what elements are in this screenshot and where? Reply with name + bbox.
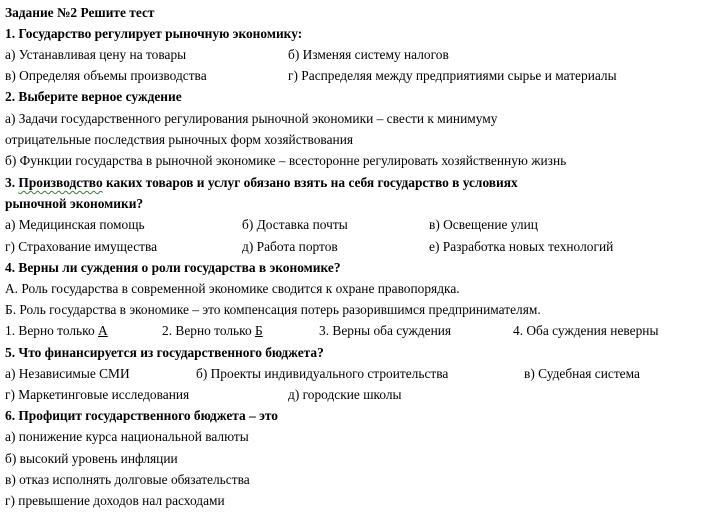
question-3-option-e: е) Разработка новых технологий	[429, 239, 614, 254]
question-5-option-b: б) Проекты индивидуального строительства	[196, 366, 449, 381]
question-4-option-2: 2. Верно только Б	[162, 323, 263, 338]
question-1-option-v: в) Определяя объемы производства	[5, 68, 207, 83]
question-4-statement-b: Б. Роль государства в экономике – это компенсация потерь разорившимся предпринимателям.	[5, 302, 541, 317]
question-3-underlined-word: Производство	[18, 175, 103, 190]
question-4-option-3: 3. Верны оба суждения	[319, 323, 452, 338]
question-2-option-a: а) Задачи государственного регулирования рыночной экономики – свести к минимуму	[5, 111, 498, 126]
question-6-option-g: г) превышение доходов нал расходами	[5, 493, 225, 508]
question-2-option-a-cont: отрицательные последствия рыночных форм хозяйствования	[5, 132, 354, 147]
question-3-option-d: д) Работа портов	[242, 239, 338, 254]
question-4-option-1-letter: А	[98, 323, 108, 338]
question-3-option-v: в) Освещение улиц	[429, 217, 538, 232]
question-2-text: 2. Выберите верное суждение	[5, 89, 182, 104]
question-3-option-g: г) Страхование имущества	[5, 239, 158, 254]
question-3-text	[5, 172, 518, 193]
question-4-option-2-letter: Б	[255, 323, 263, 338]
question-3-text-cont: рыночной экономики?	[5, 196, 144, 211]
question-3-number: 3.	[5, 175, 16, 190]
question-6-option-v: в) отказ исполнять долговые обязательства	[5, 472, 250, 487]
assignment-title: Задание №2 Решите тест	[5, 5, 155, 20]
question-3-option-a: а) Медицинская помощь	[5, 217, 145, 232]
question-6-text: 6. Профицит государственного бюджета – это	[5, 408, 278, 423]
question-5-option-g: г) Маркетинговые исследования	[5, 387, 190, 402]
question-5-option-d: д) городские школы	[288, 387, 402, 402]
question-1-option-a: а) Устанавливая цену на товары	[5, 47, 187, 62]
question-4-text: 4. Верны ли суждения о роли государства в экономике?	[5, 260, 341, 275]
question-5-text: 5. Что финансируется из государственного бюджета?	[5, 345, 324, 360]
question-1-option-g: г) Распределяя между предприятиями сырье и материалы	[288, 68, 617, 83]
question-5-option-a: а) Независимые СМИ	[5, 366, 130, 381]
question-2-option-b: б) Функции государства в рыночной экономике – всесторонне регулировать хозяйственную жизнь	[5, 153, 567, 168]
question-1-text: 1. Государство регулирует рыночную экономику:	[5, 26, 303, 41]
question-4-option-4: 4. Оба суждения неверны	[513, 323, 659, 338]
question-4-option-1: 1. Верно только А	[5, 323, 108, 338]
question-5-option-v: в) Судебная система	[524, 366, 640, 381]
question-6-option-a: а) понижение курса национальной валюты	[5, 429, 249, 444]
question-3-option-b: б) Доставка почты	[242, 217, 348, 232]
question-1-option-b: б) Изменяя систему налогов	[288, 47, 449, 62]
question-3-rest: каких товаров и услуг обязано взять на себя государство в условиях	[106, 175, 518, 190]
question-6-option-b: б) высокий уровень инфляции	[5, 451, 178, 466]
question-4-statement-a: А. Роль государства в современной экономике сводится к охране правопорядка.	[5, 281, 460, 296]
